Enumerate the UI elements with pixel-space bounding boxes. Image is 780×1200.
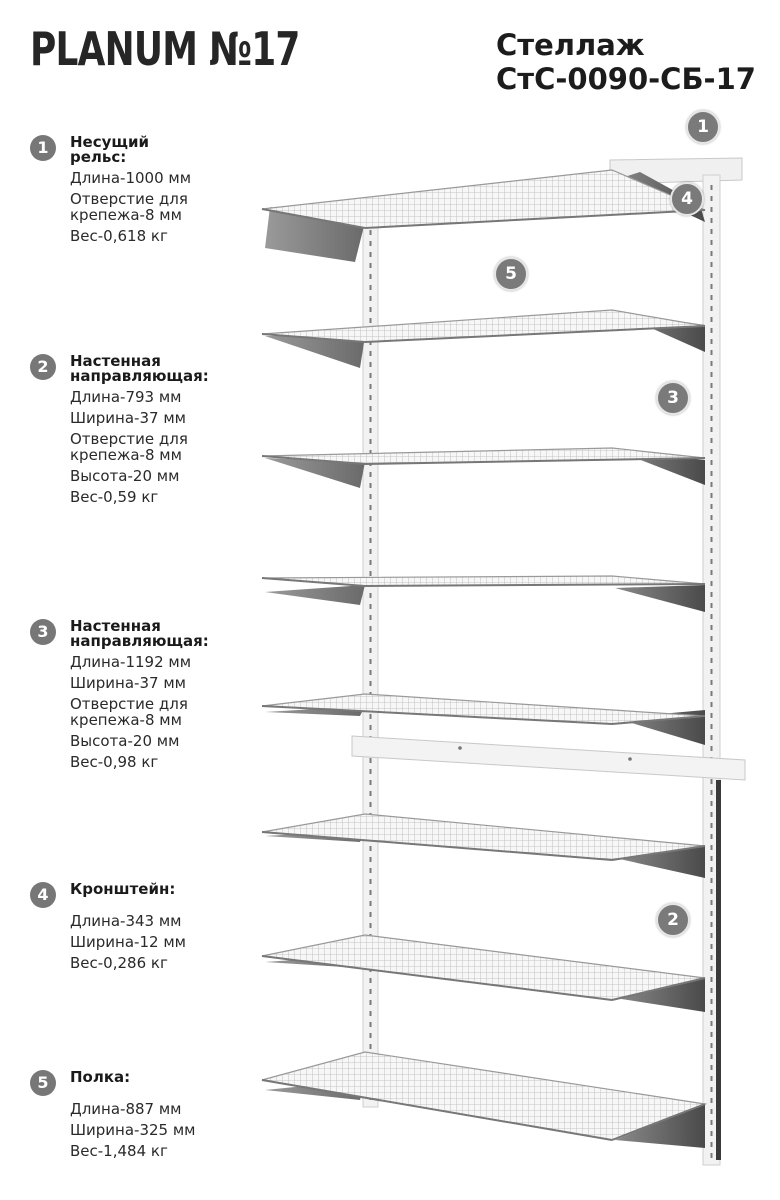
spec-line: Вес-0,618 кг: [70, 227, 168, 245]
left-upright: [363, 222, 378, 1107]
shelf-7: [262, 935, 705, 1012]
callout-badge: 5: [494, 257, 528, 291]
spec-line: Вес-0,59 кг: [70, 488, 159, 506]
product-title-line1: Стеллаж: [496, 28, 645, 62]
spec-title: Настенная направляющая:: [70, 352, 209, 385]
spec-line: Отверстие для крепежа-8 мм: [70, 190, 188, 224]
spec-line: Ширина-12 мм: [70, 933, 186, 951]
spec-title: Полка:: [70, 1068, 131, 1086]
right-upright: [703, 175, 721, 1165]
spec-number-badge: 5: [30, 1070, 56, 1096]
spec-number-badge: 4: [30, 882, 56, 908]
spec-line: Длина-887 мм: [70, 1100, 182, 1118]
callout-badge: 1: [686, 110, 720, 144]
spec-title: Несущий рельс:: [70, 133, 149, 166]
callout-badge: 3: [656, 381, 690, 415]
spec-title: Настенная направляющая:: [70, 617, 209, 650]
spec-number-badge: 2: [30, 354, 56, 380]
callout-badge: 2: [656, 903, 690, 937]
spec-line: Отверстие для крепежа-8 мм: [70, 695, 188, 729]
shelf-2: [262, 310, 705, 368]
spec-line: Длина-793 мм: [70, 388, 182, 406]
shelf-3: [262, 448, 705, 488]
shelf-8: [262, 1052, 705, 1148]
shelf-5: [262, 694, 705, 745]
spec-line: Длина-1192 мм: [70, 653, 192, 671]
spec-line: Ширина-37 мм: [70, 674, 186, 692]
product-title-line2: СтС-0090-СБ-17: [496, 62, 756, 96]
spec-line: Высота-20 мм: [70, 732, 180, 750]
wall-guide-bar: [352, 736, 745, 780]
spec-line: Отверстие для крепежа-8 мм: [70, 430, 188, 464]
spec-line: Длина-343 мм: [70, 912, 182, 930]
brand-logo: PLANUM №17: [30, 22, 300, 76]
spec-line: Ширина-325 мм: [70, 1121, 196, 1139]
spec-line: Вес-0,98 кг: [70, 753, 159, 771]
callout-badge: 4: [670, 182, 704, 216]
spec-line: Высота-20 мм: [70, 467, 180, 485]
spec-number-badge: 1: [30, 135, 56, 161]
shelf-1: [262, 170, 705, 262]
shelf-6: [262, 814, 705, 878]
spec-title: Кронштейн:: [70, 880, 176, 898]
shelf-4: [262, 576, 705, 612]
spec-line: Ширина-37 мм: [70, 409, 186, 427]
spec-line: Вес-0,286 кг: [70, 954, 168, 972]
spec-line: Вес-1,484 кг: [70, 1142, 168, 1160]
spec-number-badge: 3: [30, 619, 56, 645]
spec-line: Длина-1000 мм: [70, 169, 192, 187]
